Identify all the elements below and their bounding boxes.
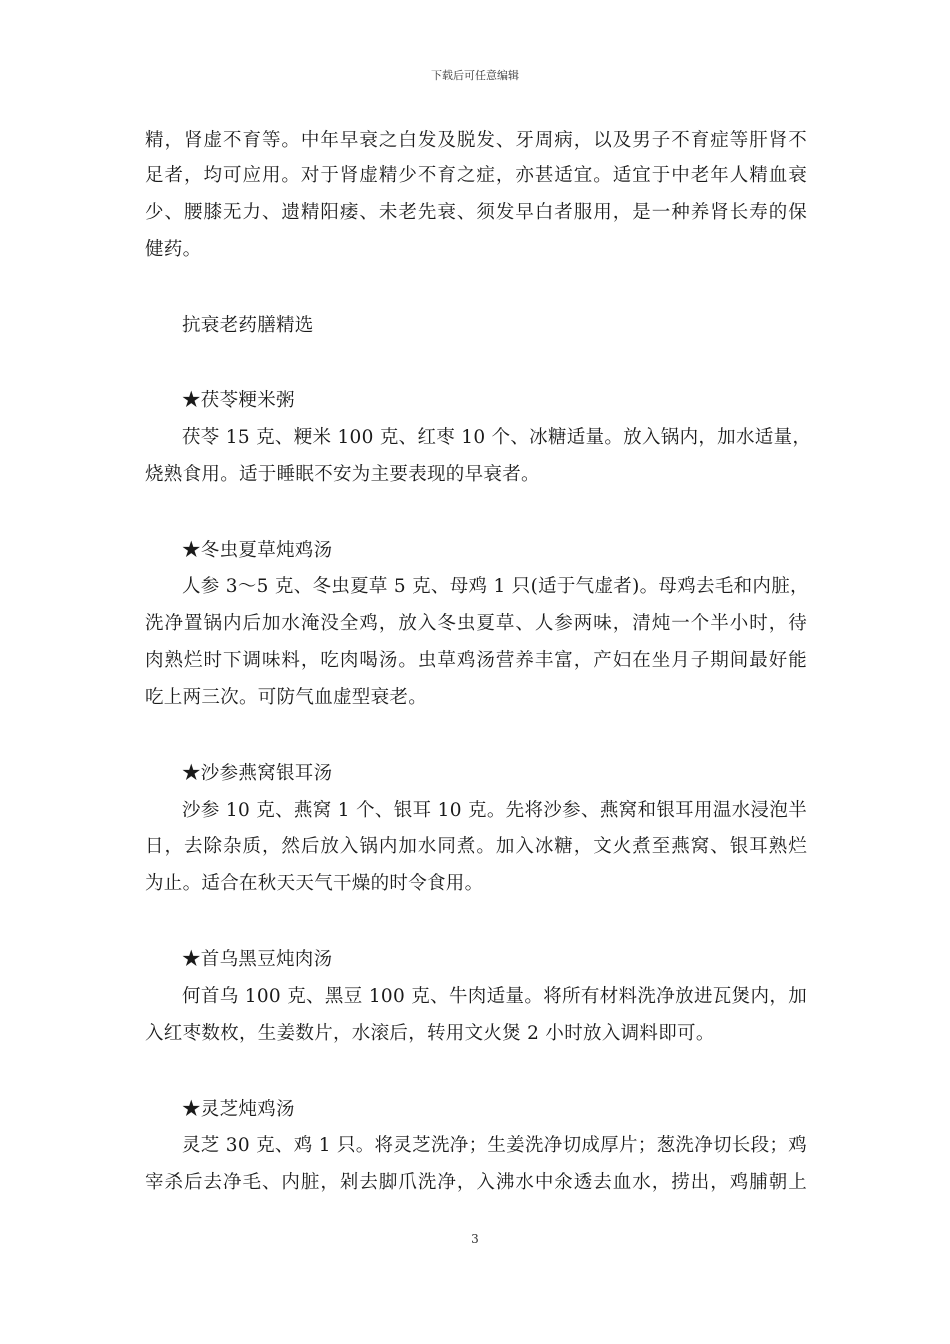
recipe-title: ★冬虫夏草炖鸡汤 <box>182 540 333 561</box>
paragraph-line: 何首乌 100 克、黑豆 100 克、牛肉适量。将所有材料洗净放进瓦煲内，加 <box>182 986 807 1007</box>
paragraph-line: 灵芝 30 克、鸡 1 只。将灵芝洗净；生姜洗净切成厚片；葱洗净切长段；鸡 <box>182 1135 807 1156</box>
page-number: 3 <box>471 1232 479 1246</box>
paragraph-line: 洗净置锅内后加水淹没全鸡，放入冬虫夏草、人参两味，清炖一个半小时，待 <box>145 613 807 634</box>
recipe-title: ★首乌黑豆炖肉汤 <box>182 949 333 970</box>
paragraph-line: 宰杀后去净毛、内脏，剁去脚爪洗净，入沸水中氽透去血水，捞出，鸡脯朝上 <box>145 1172 807 1193</box>
paragraph-line: 吃上两三次。可防气血虚型衰老。 <box>145 687 428 708</box>
paragraph-line: 茯苓 15 克、粳米 100 克、红枣 10 个、冰糖适量。放入锅内，加水适量， <box>182 427 812 448</box>
paragraph-line: 少、腰膝无力、遗精阳痿、未老先衰、须发早白者服用，是一种养肾长寿的保 <box>145 202 807 223</box>
recipe-title: ★沙参燕窝银耳汤 <box>182 763 333 784</box>
paragraph-line: 人参 3～5 克、冬虫夏草 5 克、母鸡 1 只(适于气虚者)。母鸡去毛和内脏， <box>182 576 809 597</box>
paragraph-line: 烧熟食用。适于睡眠不安为主要表现的早衰者。 <box>145 464 540 485</box>
paragraph-line: 精，肾虚不育等。中年早衰之白发及脱发、牙周病，以及男子不育症等肝肾不 <box>145 130 807 151</box>
recipe-title: ★灵芝炖鸡汤 <box>182 1099 295 1120</box>
recipe-title: ★茯苓粳米粥 <box>182 390 295 411</box>
paragraph-line: 入红枣数枚，生姜数片，水滚后，转用文火煲 2 小时放入调料即可。 <box>145 1023 715 1044</box>
section-title: 抗衰老药膳精选 <box>182 315 314 336</box>
paragraph-line: 健药。 <box>145 239 202 260</box>
page-header: 下载后可任意编辑 <box>431 69 519 82</box>
paragraph-line: 沙参 10 克、燕窝 1 个、银耳 10 克。先将沙参、燕窝和银耳用温水浸泡半 <box>182 800 807 821</box>
paragraph-line: 为止。适合在秋天天气干燥的时令食用。 <box>145 873 484 894</box>
paragraph-line: 足者，均可应用。对于肾虚精少不育之症，亦甚适宜。适宜于中老年人精血衰 <box>145 165 807 186</box>
paragraph-line: 肉熟烂时下调味料，吃肉喝汤。虫草鸡汤营养丰富，产妇在坐月子期间最好能 <box>145 650 807 671</box>
paragraph-line: 日，去除杂质，然后放入锅内加水同煮。加入冰糖，文火煮至燕窝、银耳熟烂 <box>145 836 807 857</box>
